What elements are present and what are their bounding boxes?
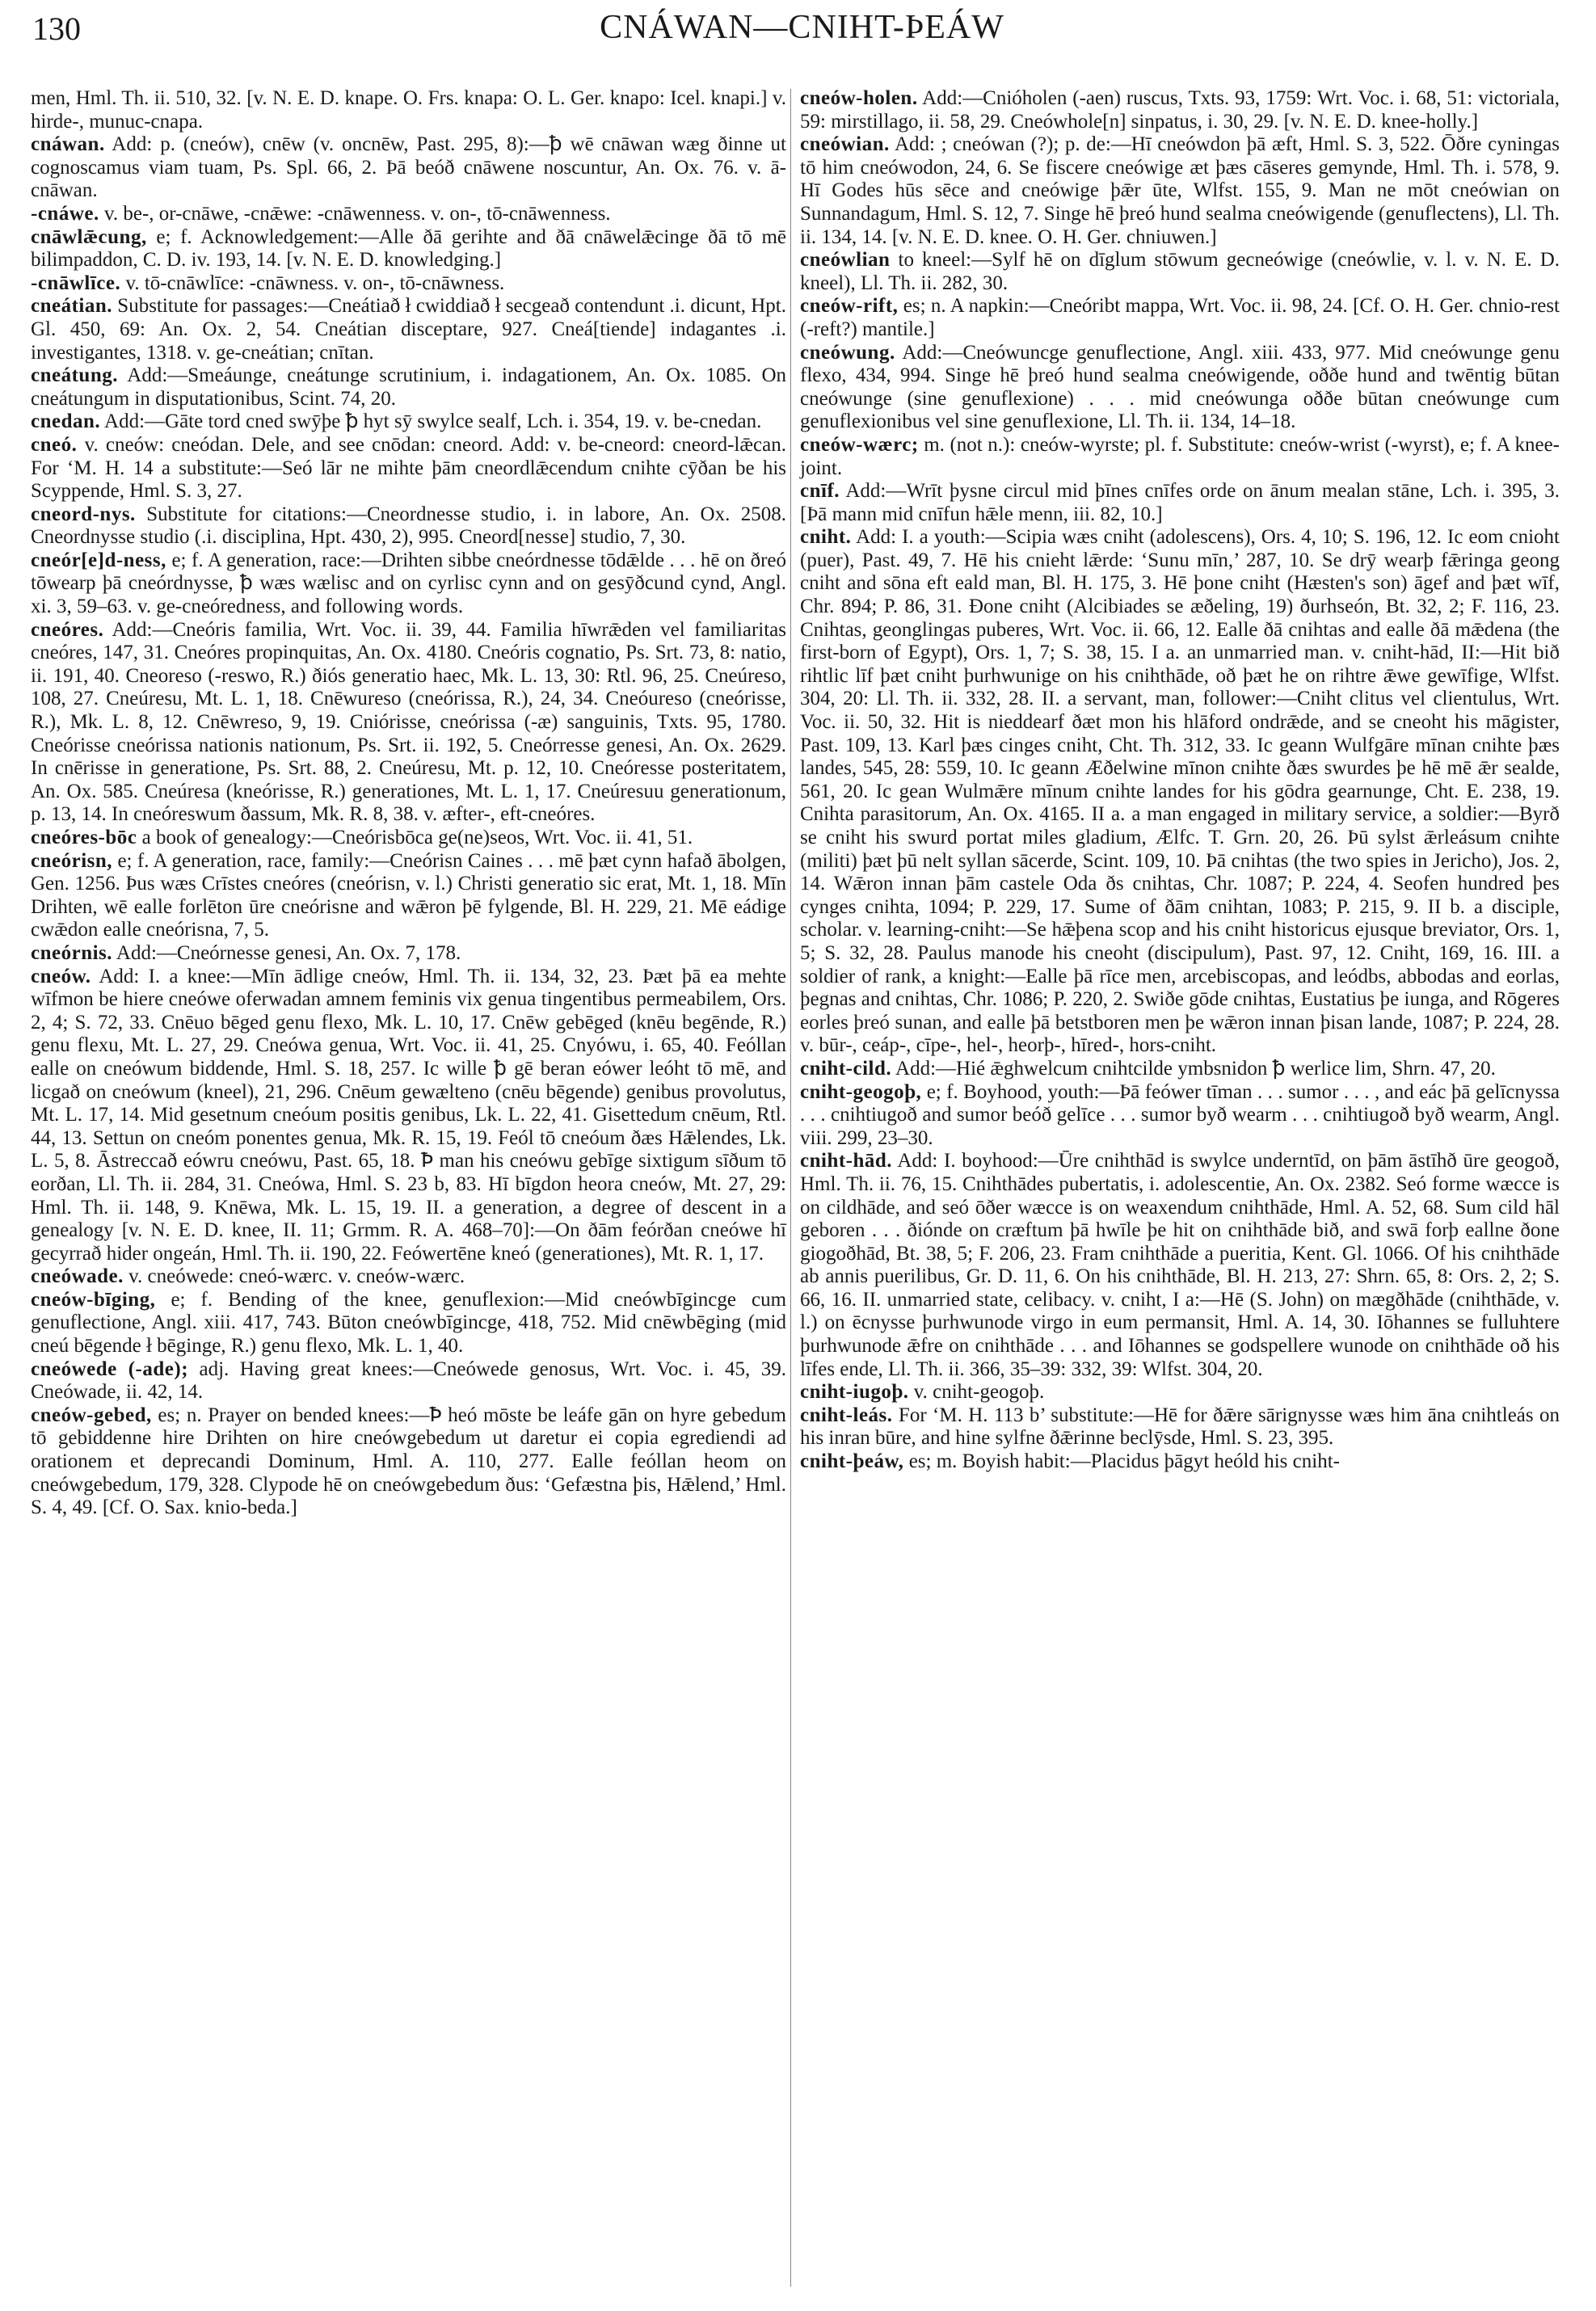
entry-text: a book of genealogy:—Cneórisbōca ge(ne)seos, Wrt. Voc. ii. 41, 51.: [141, 827, 693, 848]
running-title: CNÁWAN—CNIHT-ÞEÁW: [600, 9, 1004, 46]
entry-text: For ‘M. H. 113 b’ substitute:—Hē for ðǣre sārignysse wæs him āna cnihtleás on his inran būre, and hine sylfne ðǣrinne beclȳsde, Hml. S. 23, 395.: [800, 1404, 1560, 1450]
dictionary-entry: [31, 87, 786, 133]
dictionary-entry: [31, 503, 786, 549]
entry-text: Add:—Cneórnesse genesi, An. Ox. 7, 178.: [116, 941, 461, 964]
headword: cniht.: [800, 526, 852, 549]
entry-text: Substitute for citations:—Cneordnesse studio, i. in labore, An. Ox. 2508. Cneordnysse studio (.i. disciplina, Hpt. 430, 2), 995. Cneord[nesse] studio, 7, 30.: [31, 503, 787, 549]
dictionary-entry: [800, 1450, 1560, 1474]
page-number: 130: [32, 11, 81, 47]
entry-text: Add: I. boyhood:—Ūre cnihthād is swylce underntīd, on þām āstīhð ūre geogoð, Hml. Th. ii. 76, 15. Cnihthādes pubertatis, i. adolescentie, An. Ox. 2382. Seó forme wæcce is on cildhāde, and seó ōðer wæcce is on weaxendum cnihthāde, Hml. A. 52, 68. Sum cild hāl geboren . . . ðiónde on cræftum þā hwīle þe hit on cnihthāde bið, and swā forþ eallne ðone giogoðhād, Bt. 38, 5; F. 206, 23. Fram cnihthāde a pueritia, Kent. Gl. 1066. Of his cnihthāde ab annis puerilibus, Gr. D. 11, 6. On his cnihthāde, Bl. H. 213, 27: Shrn. 65, 8: Ors. 2, 2; S. 66, 16. II. unmarried state, celibacy. v. cniht, I a:—Hē (S. John) on mægðhāde (cnihthāde, v. l.) on ēcnysse þurhwunode virgo in eum permansit, Hml. A. 14, 30. Iōhannes se fulluhtere þurhwunode ǣfre on cnihthāde . . . and Iōhannes se godspellere wunode on cnihthāde oð his līfes ende, Ll. Th. ii. 366, 35–39: 332, 39: Wlfst. 304, 20.: [800, 1150, 1560, 1380]
dictionary-entry: [800, 133, 1560, 249]
headword: cneówung.: [800, 341, 895, 364]
headword: cneó.: [31, 433, 78, 456]
headword: cneórisn,: [31, 849, 113, 872]
dictionary-entry: [31, 619, 786, 827]
headword: cnīf.: [800, 480, 840, 503]
headword: cnáwan.: [31, 133, 105, 156]
entry-text: v. cniht-geogoþ.: [913, 1381, 1045, 1404]
headword: cneówian.: [800, 133, 890, 156]
dictionary-entry: [800, 1381, 1560, 1404]
column-divider: [790, 89, 791, 2287]
entry-text: v. cneówede: cneó-wærc. v. cneów-wærc.: [128, 1265, 465, 1288]
entry-text: e; f. Acknowledgement:—Alle ðā gerihte and ðā cnāwelǣcinge ðā tō mē bilimpaddon, C. D. iv. 193, 14. [v. N. E. D. knowledging.]: [31, 225, 786, 272]
headword: cniht-leás.: [800, 1404, 893, 1426]
headword: cneów-gebed,: [31, 1404, 152, 1426]
entry-text: es; m. Boyish habit:—Placidus þāgyt heóld his cniht-: [908, 1450, 1340, 1473]
entry-text: Add:—Cnióholen (-aen) ruscus, Txts. 93, 1759: Wrt. Voc. i. 68, 51: victoriala, 59: mirstillago, ii. 58, 29. Cneówhole[n] sinpatus, i. 30, 29. [v. N. E. D. knee-holly.]: [800, 87, 1560, 133]
entry-text: Add:—Wrīt þysne circul mid þīnes cnīfes orde on ānum mealan stāne, Lch. i. 395, 3. [Þā mann mid cnīfun hǣle menn, iii. 82, 10.]: [800, 480, 1560, 525]
headword: cneów-holen.: [800, 87, 918, 109]
headword: cneord-nys.: [31, 503, 136, 525]
dictionary-entry: [800, 1404, 1560, 1450]
entry-text: e; f. Boyhood, youth:—Þā feówer tīman . . . sumor . . . , and eác þā gelīcnyssa . . . cnihtiugoð and sumor beóð gelīce . . . sumor byð wearm . . . cnihtiugoð byð wearm, Angl. viii. 299, 23–30.: [800, 1080, 1560, 1149]
headword: cneátian.: [31, 295, 113, 318]
entry-text: es; n. Prayer on bended knees:—Ꝥ heó mōste be leáfe gān on hyre gebedum tō gebiddenne hire Drihten on hire cneówgebedum ut daretur ei copia egrediendi ad orationem et deprecandi Dominum, Hml. A. 110, 277. Ealle feóllan heom on cneówgebedum, 179, 328. Clypode hē on cneówgebedum ðus: ‘Gefæstna þis, Hǣlend,’ Hml. S. 4, 49. [Cf. O. Sax. knio-beda.]: [31, 1404, 786, 1519]
dictionary-entry: [31, 295, 786, 364]
entry-text: v. be-, or-cnāwe, -cnǣwe: -cnāwenness. v. on-, tō-cnāwenness.: [103, 202, 611, 225]
headword: cneórnis.: [31, 941, 113, 964]
dictionary-entry: [31, 203, 786, 226]
dictionary-entry: [800, 249, 1560, 295]
entry-text: Add:—Smeáunge, cneátunge scrutinium, i. indagationem, An. Ox. 1085. On cneátungum in disputationibus, Scint. 74, 20.: [31, 364, 786, 410]
entry-text: to kneel:—Sylf hē on dīglum stōwum gecneówige (cneówlie, v. l. v. N. E. D. kneel), Ll. Th. ii. 282, 30.: [800, 249, 1560, 294]
headword: cnāwlǣcung,: [31, 225, 147, 248]
dictionary-entry: [800, 1081, 1560, 1151]
entry-text: Add: I. a knee:—Mīn ādlige cneów, Hml. Th. ii. 134, 32, 23. Þæt þā ea mehte wīfmon be hiere cneówe oferwadan amnem feminis vix genua tingentibus permeabilem, Ors. 2, 4; S. 72, 33. Cnēuo bēged genu flexo, Mk. L. 10, 17. Cnēw gebēged (knēu begēnde, R.) genu flexu, Mt. L. 27, 29. Cneówa genua, Wrt. Voc. ii. 41, 25. Cnyówu, i. 65, 40. Feóllan ealle on cneówum biddende, Hml. S. 18, 257. Ic wille ꝥ gē beran eówer leóht tō mē, and licgað on cneówum (kneel), 21, 296. Cnēum gewælteno (cnēu bēgende) genibus provolutus, Mt. L. 17, 14. Mid gesetnum cneóum positis genibus, Lk. L. 22, 41. Gisettedum cnēum, Rtl. 44, 13. Settun on cneóm ponentes genua, Mk. R. 15, 19. Feól tō cneóum ðæs Hǣlendes, Lk. L. 5, 8. Āstreccað eówru cneówu, Past. 65, 18. Ꝥ man his cneówu gebīge sixtigum sīðum tō eorðan, Ll. Th. ii. 284, 31. Cneówa, Hml. S. 23 b, 83. Hī bīgdon heora cneów, Mt. 27, 29: Hml. Th. ii. 148, 9. Knēwa, Mk. L. 15, 19. II. a generation, a degree of descent in a genealogy [v. N. E. D. knee, II. 11; Grmm. R. A. 468–70]:—On ðām feórðan cneówe hī gecyrrað hider ongeán, Hml. Th. ii. 190, 22. Feówertēne kneó (generationes), Mt. R. 1, 17.: [31, 965, 787, 1265]
dictionary-entry: [31, 226, 786, 272]
dictionary-entry: [31, 1289, 786, 1358]
dictionary-entry: [31, 850, 786, 942]
headword: cniht-iugoþ.: [800, 1381, 909, 1404]
dictionary-entry: [31, 1358, 786, 1404]
entry-text: Add:—Cneówuncge genuflectione, Angl. xiii. 433, 977. Mid cneówunge genu flexo, 434, 994. Singe hē þreó hund sealma cneówigende, oððe hund and twēntig būtan cneówunge (sine genuflexione) . . . mid cneówunga oððe būtan cneówunge cum genuflexionibus vel sine genuflexione, Ll. Th. ii. 134, 14–18.: [800, 341, 1560, 433]
headword: cniht-þeáw,: [800, 1450, 904, 1473]
entry-text: e; f. A generation, race:—Drihten sibbe cneórdnesse tōdǣlde . . . hē on ðreó tōwearp þā cneórdnysse, ꝥ wæs wælisc and on cyrlisc cynn and on gesȳðcund cynd, Angl. xi. 3, 59–63. v. ge-cneóredness, and following words.: [31, 549, 786, 618]
dictionary-entry: [31, 966, 786, 1266]
dictionary-entry: [31, 410, 786, 434]
entry-text: e; f. A generation, race, family:—Cneórisn Caines . . . mē þæt cynn hafað ābolgen, Gen. 1256. Þus wæs Crīstes cneóres (cneórisn, v. l.) Christi generatio sic erat, Mt. 1, 18. Mīn Drihten, wē ealle forlēton ūre cneórisne and wǣron þē fylgende, Bl. H. 229, 21. Mē eádige cwǣdon ealle cneórisna, 7, 5.: [31, 849, 787, 941]
headword: cneów-rift,: [800, 295, 899, 318]
page-header: [32, 6, 1572, 55]
headword: cneów-wærc;: [800, 433, 919, 456]
entry-text: e; f. Bending of the knee, genuflexion:—Mid cneówbīgincge cum genuflectione, Angl. xiii. 417, 743. Būton cneówbīgincge, 418, 752. Mid cnēwbēging (mid cneú bēgende ł bēginge, R.) genu flexo, Mk. L. 1, 40.: [31, 1288, 787, 1358]
entry-text: v. tō-cnāwlīce: -cnāwness. v. on-, tō-cnāwness.: [125, 272, 505, 294]
headword: cneówade.: [31, 1265, 124, 1288]
headword: cneór[e]d-ness,: [31, 549, 166, 571]
headword: -cnāwlīce.: [31, 272, 121, 294]
headword: cneóres-bōc: [31, 827, 137, 848]
dictionary-entry: [31, 1404, 786, 1520]
entry-text: men, Hml. Th. ii. 510, 32. [v. N. E. D. knape. O. Frs. knapa: O. L. Ger. knapo: Icel. knapi.] v. hirde-, munuc-cnapa.: [31, 87, 786, 133]
dictionary-entry: [31, 434, 786, 503]
headword: cniht-cild.: [800, 1057, 892, 1080]
headword: cneów-bīging,: [31, 1288, 156, 1311]
headword: cniht-hād.: [800, 1150, 893, 1172]
dictionary-entry: [31, 1265, 786, 1289]
entry-text: m. (not n.): cneów-wyrste; pl. f. Substitute: cneów-wrist (-wyrst), e; f. A knee-joint.: [800, 433, 1560, 479]
entry-text: Substitute for passages:—Cneátiað ł cwiddiað ł secgeað contendunt .i. dicunt, Hpt. Gl. 450, 69: An. Ox. 2, 54. Cneátian disceptare, 927. Cneá[tiende] indagantes .i. investigantes, 1318. v. ge-cneátian; cnītan.: [31, 295, 786, 364]
dictionary-entry: [31, 827, 786, 850]
dictionary-entry: [800, 480, 1560, 526]
entry-text: Add:—Gāte tord cned swȳþe ꝥ hyt sȳ swylce sealf, Lch. i. 354, 19. v. be-cnedan.: [104, 410, 762, 433]
dictionary-entry: [800, 526, 1560, 1058]
entry-text: Add:—Cneóris familia, Wrt. Voc. ii. 39, 44. Familia hīwrǣden vel familiaritas cneóres, 147, 31. Cneóres propinquitas, An. Ox. 4180. Cneóris cognatio, Ps. Srt. 73, 8: natio, ii. 191, 40. Cneoreso (-reswo, R.) ðiós generatio haec, Mk. L. 13, 30: Rtl. 96, 25. Cneúreso, 108, 27. Cneúresu, Mt. L. 1, 18. Cnēwureso (cneórissa, R.), 24, 34. Cneóureso (cneórisse, R.), Mk. L. 8, 12. Cnēwreso, 9, 19. Cniórisse, cneórissa (-æ) sanguinis, Txts. 95, 1780. Cneórisse cneórissa nationis nationum, Ps. Srt. ii. 192, 5. Cneórresse genesi, An. Ox. 2629. In cnērisse in generatione, Ps. Srt. 88, 2. Cneúresu, Mt. p. 12, 10. Cneóresse posteritatem, An. Ox. 585. Cneúresa (kneórisse, R.) generationes, Mt. L. 1, 17. Cneúresuu generationum, p. 13, 14. In cneóreswum ðassum, Mk. R. 8, 38. v. æfter-, eft-cneóres.: [31, 618, 786, 826]
headword: cneówlian: [800, 249, 891, 272]
left-column: [31, 87, 786, 1520]
dictionary-entry: [800, 434, 1560, 480]
dictionary-entry: [31, 549, 786, 619]
entry-text: Add: I. a youth:—Scipia wæs cniht (adolescens), Ors. 4, 10; S. 196, 12. Ic eom cnioht (puer), Past. 49, 7. Hē his cnieht lǣrde: ‘Sunu mīn,’ 287, 10. Se drȳ wearþ fǣringa geong cniht and sōna eft eald man, Bl. H. 175, 3. Hē þone cniht (Hæsten's son) āgef and þæt wīf, Chr. 894; P. 86, 31. Ðone cniht (Alcibiades se æðeling, 19) ðurhseón, Bt. 32, 2; F. 116, 23. Cnihtas, geonglingas puberes, Wrt. Voc. ii. 66, 12. Ealle ðā cnihtas and ealle ðā mǣdena (the first-born of Egypt), Ors. 1, 7; S. 38, 15. I a. an unmarried man. v. cniht-hād, II:—Hit bið rihtlic līf þæt cniht þurhwunige on his cnihthāde, oð þæt he on rihtre ǣwe gewīfige, Wlfst. 304, 20: Ll. Th. ii. 332, 28. II. a servant, man, follower:—Cniht clitus vel clientulus, Wrt. Voc. ii. 50, 32. Hit is nieddearf ðæt mon his hlāford ondrǣde, and se cneoht his māgister, Past. 109, 13. Karl þæs cinges cniht, Cht. Th. 312, 33. Ic geann Wulfgāre mīnan cnihte þæs landes, 545, 28: 559, 10. Ic geann Æðelwine mīnon cnihte ðæs swurdes þe hē mē ǣr sealde, 561, 20. Ic gean Wulmǣre mīnum cnihte landes for his gōdra gearnunge, Cht. E. 238, 19. Cnihta parasitorum, An. Ox. 4165. II a. a man engaged in military service, a soldier:—Byrð se cniht his swurd portat miles gladium, Ælfc. T. Grn. 20, 26. Þū sylst ǣrleásum cnihte (militi) þæt þū nelt syllan sācerde, Scint. 109, 10. Þā cnihtas (the two spies in Jericho), Jos. 2, 14. Wǣron innan þām castele Oda ðs cnihtas, Chr. 1087; P. 224, 4. Seofen hundred þes cynges cnihta, 1094; P. 229, 17. Sume of ðām cnihtan, 1083; P. 215, 9. II b. a disciple, scholar. v. learning-cniht:—Se hǣþena scop and his cniht historicus ejusque breviator, Ors. 1, 5; S. 32, 28. Paulus manode his cneoht (discipulum), Past. 97, 12. Cniht, 169, 16. III. a soldier of rank, a knight:—Ealle þā rīce men, arcebiscopas, and leódbs, abbodas and eorlas, þegnas and cnihtas, Chr. 1086; P. 220, 2. Swiðe gōde cnihtas, Eustatius þe iunga, and Rōgeres eorles þreó sunan, and ealle þā betstboren men þe wǣron innan þisan lande, 1087; P. 224, 28. v. būr-, ceáp-, cīpe-, hel-, heorþ-, hīred-, hors-cniht.: [800, 526, 1560, 1057]
dictionary-entry: [31, 133, 786, 203]
headword: cnedan.: [31, 410, 101, 433]
dictionary-entry: [800, 1058, 1560, 1081]
dictionary-entry: [800, 295, 1560, 341]
dictionary-entry: [800, 342, 1560, 434]
entry-text: adj. Having great knees:—Cneówede genosus, Wrt. Voc. i. 45, 39. Cneówade, ii. 42, 14.: [31, 1358, 786, 1404]
right-column: [800, 87, 1560, 1474]
headword: cneátung.: [31, 364, 118, 387]
entry-text: v. cneów: cneódan. Dele, and see cnōdan: cneord. Add: v. be-cneord: cneord-lǣcan. For ‘M. H. 14 a substitute:—Seó lār ne mihte þām cneordlǣcendum cnihte cȳðan be his Scyppende, Hml. S. 3, 27.: [31, 433, 787, 503]
headword: -cnáwe.: [31, 202, 99, 225]
dictionary-entry: [31, 272, 786, 296]
dictionary-entry: [800, 1150, 1560, 1381]
dictionary-entry: [31, 364, 786, 410]
dictionary-entry: [800, 87, 1560, 133]
headword: cneówede (-ade);: [31, 1358, 189, 1380]
headword: cneów.: [31, 965, 91, 987]
headword: cniht-geogoþ,: [800, 1080, 922, 1103]
dictionary-entry: [31, 942, 786, 966]
entry-text: Add: ; cneówan (?); p. de:—Hī cneówdon þā æft, Hml. S. 3, 522. Ōðre cyningas tō him cneówodon, 24, 6. Se fiscere cneówige æt þæs cāseres gemynde, Hml. Th. i. 578, 9. Hī Godes hūs sēce and cneówige þǣr ūte, Wlfst. 155, 9. Man ne mōt cneówian on Sunnandagum, Hml. S. 12, 7. Singe hē þreó hund sealma cneówigende (genuflectens), Ll. Th. ii. 134, 14. [v. N. E. D. knee. O. H. Ger. chniuwen.]: [800, 133, 1560, 248]
headword: cneóres.: [31, 618, 104, 641]
entry-text: es; n. A napkin:—Cneóribt mappa, Wrt. Voc. ii. 98, 24. [Cf. O. H. Ger. chnio-rest (-reft?) mantile.]: [800, 295, 1560, 340]
entry-text: Add: p. (cneów), cnēw (v. oncnēw, Past. 295, 8):—ꝥ wē cnāwan wæg ðinne ut cognoscamus viam tuam, Ps. Spl. 66, 2. Þā beóð cnāwene noscuntur, An. Ox. 76. v. ā-cnāwan.: [31, 133, 786, 202]
entry-text: Add:—Hié ǣghwelcum cnihtcilde ymbsnidon ꝥ werlice lim, Shrn. 47, 20.: [895, 1057, 1496, 1080]
